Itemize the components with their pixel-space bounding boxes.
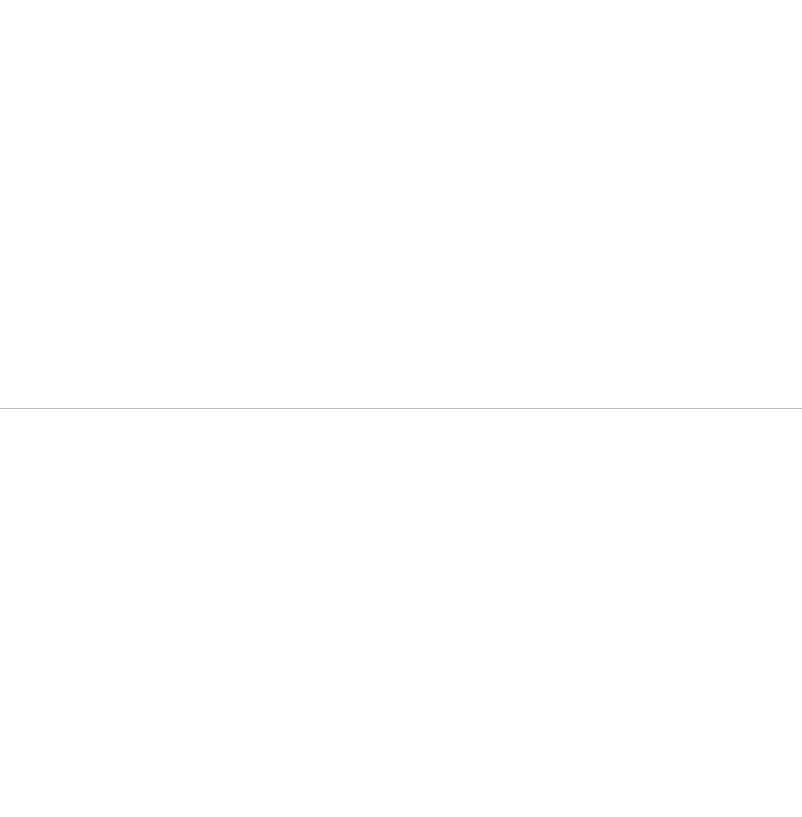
- instruction-sheet-bottom: [0, 409, 802, 817]
- instruction-sheet-top: [0, 0, 802, 408]
